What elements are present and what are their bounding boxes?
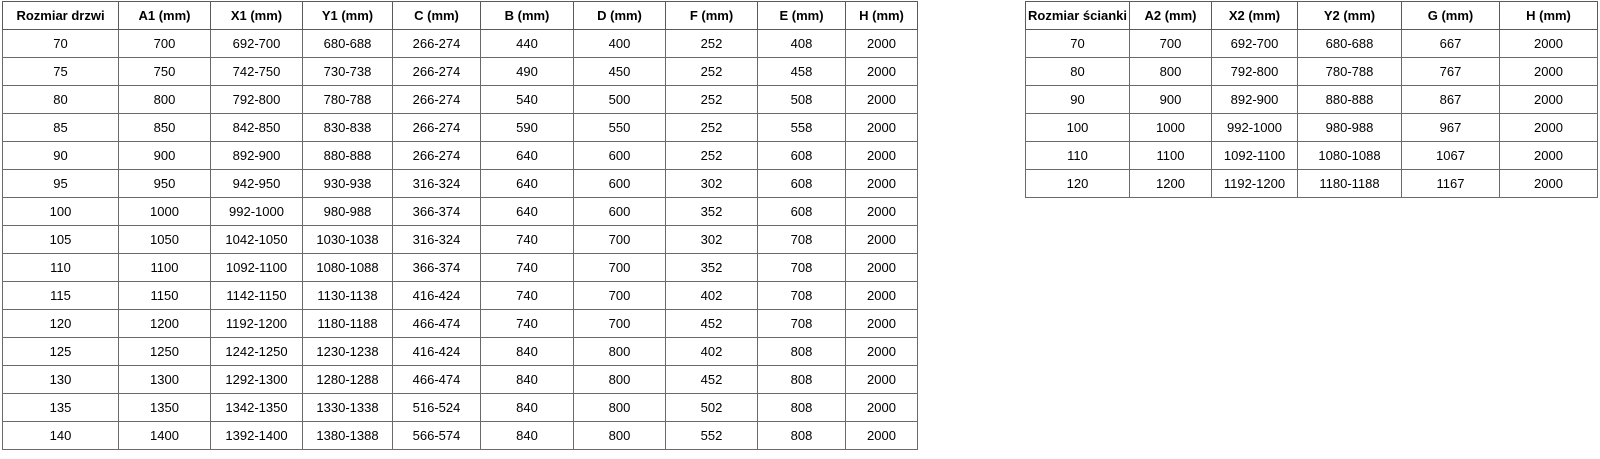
column-header: A1 (mm) bbox=[119, 2, 211, 30]
table-cell: 808 bbox=[758, 394, 846, 422]
table-cell: 1000 bbox=[119, 198, 211, 226]
table-cell: 640 bbox=[481, 170, 574, 198]
table-cell: 840 bbox=[481, 338, 574, 366]
table-cell: 266-274 bbox=[393, 58, 481, 86]
table-row bbox=[3, 58, 918, 86]
table-cell: 500 bbox=[574, 86, 666, 114]
table-cell: 808 bbox=[758, 366, 846, 394]
table-cell: 1180-1188 bbox=[303, 310, 393, 338]
table-cell: 700 bbox=[574, 254, 666, 282]
table-cell: 90 bbox=[3, 142, 119, 170]
table-cell: 120 bbox=[1026, 170, 1130, 198]
table-cell: 700 bbox=[574, 226, 666, 254]
table-cell: 800 bbox=[574, 366, 666, 394]
table-cell: 266-274 bbox=[393, 86, 481, 114]
table-cell: 640 bbox=[481, 142, 574, 170]
table-row bbox=[1026, 58, 1598, 86]
table-cell: 352 bbox=[666, 254, 758, 282]
table-cell: 708 bbox=[758, 310, 846, 338]
table-cell: 1392-1400 bbox=[211, 422, 303, 450]
table-cell: 2000 bbox=[846, 338, 918, 366]
wall-sizes-table bbox=[1025, 1, 1598, 198]
table-cell: 490 bbox=[481, 58, 574, 86]
table-cell: 880-888 bbox=[1298, 86, 1402, 114]
table-cell: 2000 bbox=[846, 114, 918, 142]
wall-sizes-section bbox=[1025, 1, 1598, 198]
table-cell: 950 bbox=[119, 170, 211, 198]
table-cell: 880-888 bbox=[303, 142, 393, 170]
table-cell: 135 bbox=[3, 394, 119, 422]
table-cell: 316-324 bbox=[393, 170, 481, 198]
table-cell: 1092-1100 bbox=[211, 254, 303, 282]
table-cell: 792-800 bbox=[1212, 58, 1298, 86]
table-cell: 90 bbox=[1026, 86, 1130, 114]
table-row bbox=[3, 114, 918, 142]
table-cell: 266-274 bbox=[393, 142, 481, 170]
table-cell: 558 bbox=[758, 114, 846, 142]
table-cell: 830-838 bbox=[303, 114, 393, 142]
column-header: Y1 (mm) bbox=[303, 2, 393, 30]
table-row bbox=[3, 254, 918, 282]
table-row bbox=[3, 366, 918, 394]
table-cell: 252 bbox=[666, 142, 758, 170]
table-cell: 452 bbox=[666, 366, 758, 394]
table-cell: 808 bbox=[758, 338, 846, 366]
table-cell: 840 bbox=[481, 394, 574, 422]
table-cell: 1242-1250 bbox=[211, 338, 303, 366]
table-cell: 466-474 bbox=[393, 366, 481, 394]
table-cell: 1400 bbox=[119, 422, 211, 450]
table-cell: 1300 bbox=[119, 366, 211, 394]
table-cell: 740 bbox=[481, 282, 574, 310]
column-header: Rozmiar drzwi bbox=[3, 2, 119, 30]
table-cell: 450 bbox=[574, 58, 666, 86]
column-header: C (mm) bbox=[393, 2, 481, 30]
table-cell: 1342-1350 bbox=[211, 394, 303, 422]
table-cell: 767 bbox=[1402, 58, 1500, 86]
table-cell: 680-688 bbox=[303, 30, 393, 58]
table-row bbox=[3, 170, 918, 198]
table-cell: 2000 bbox=[1500, 30, 1598, 58]
table-cell: 366-374 bbox=[393, 198, 481, 226]
table-cell: 840 bbox=[481, 366, 574, 394]
table-cell: 640 bbox=[481, 198, 574, 226]
table-cell: 2000 bbox=[1500, 58, 1598, 86]
table-cell: 1230-1238 bbox=[303, 338, 393, 366]
table-cell: 408 bbox=[758, 30, 846, 58]
column-header: Rozmiar ścianki bbox=[1026, 2, 1130, 30]
table-cell: 1092-1100 bbox=[1212, 142, 1298, 170]
table-cell: 120 bbox=[3, 310, 119, 338]
table-cell: 1067 bbox=[1402, 142, 1500, 170]
column-header: F (mm) bbox=[666, 2, 758, 30]
table-cell: 2000 bbox=[846, 254, 918, 282]
table-cell: 967 bbox=[1402, 114, 1500, 142]
wall-sizes-header-row bbox=[1026, 2, 1598, 30]
table-cell: 667 bbox=[1402, 30, 1500, 58]
table-cell: 80 bbox=[3, 86, 119, 114]
table-cell: 992-1000 bbox=[1212, 114, 1298, 142]
table-cell: 550 bbox=[574, 114, 666, 142]
table-cell: 808 bbox=[758, 422, 846, 450]
table-cell: 1192-1200 bbox=[1212, 170, 1298, 198]
table-cell: 2000 bbox=[846, 310, 918, 338]
table-cell: 1350 bbox=[119, 394, 211, 422]
column-header: B (mm) bbox=[481, 2, 574, 30]
table-cell: 1192-1200 bbox=[211, 310, 303, 338]
table-cell: 352 bbox=[666, 198, 758, 226]
table-cell: 792-800 bbox=[211, 86, 303, 114]
table-cell: 800 bbox=[574, 422, 666, 450]
table-cell: 566-574 bbox=[393, 422, 481, 450]
table-cell: 1200 bbox=[119, 310, 211, 338]
table-row bbox=[3, 142, 918, 170]
table-cell: 1130-1138 bbox=[303, 282, 393, 310]
table-cell: 75 bbox=[3, 58, 119, 86]
table-row bbox=[3, 394, 918, 422]
table-cell: 70 bbox=[1026, 30, 1130, 58]
table-cell: 800 bbox=[574, 394, 666, 422]
table-cell: 508 bbox=[758, 86, 846, 114]
table-cell: 600 bbox=[574, 198, 666, 226]
table-cell: 740 bbox=[481, 226, 574, 254]
table-cell: 440 bbox=[481, 30, 574, 58]
table-cell: 600 bbox=[574, 170, 666, 198]
table-cell: 252 bbox=[666, 114, 758, 142]
table-cell: 608 bbox=[758, 170, 846, 198]
table-cell: 115 bbox=[3, 282, 119, 310]
table-cell: 2000 bbox=[846, 226, 918, 254]
table-cell: 1167 bbox=[1402, 170, 1500, 198]
table-cell: 266-274 bbox=[393, 114, 481, 142]
table-cell: 980-988 bbox=[1298, 114, 1402, 142]
table-cell: 140 bbox=[3, 422, 119, 450]
table-cell: 1100 bbox=[1130, 142, 1212, 170]
table-cell: 252 bbox=[666, 86, 758, 114]
table-cell: 2000 bbox=[846, 394, 918, 422]
table-cell: 100 bbox=[1026, 114, 1130, 142]
table-cell: 1380-1388 bbox=[303, 422, 393, 450]
table-cell: 2000 bbox=[846, 86, 918, 114]
table-cell: 692-700 bbox=[211, 30, 303, 58]
table-cell: 458 bbox=[758, 58, 846, 86]
table-row bbox=[3, 310, 918, 338]
table-cell: 900 bbox=[1130, 86, 1212, 114]
table-cell: 80 bbox=[1026, 58, 1130, 86]
table-row bbox=[3, 198, 918, 226]
column-header: H (mm) bbox=[1500, 2, 1598, 30]
table-cell: 992-1000 bbox=[211, 198, 303, 226]
table-cell: 850 bbox=[119, 114, 211, 142]
table-cell: 466-474 bbox=[393, 310, 481, 338]
column-header: D (mm) bbox=[574, 2, 666, 30]
table-cell: 2000 bbox=[846, 366, 918, 394]
table-cell: 110 bbox=[1026, 142, 1130, 170]
table-row bbox=[3, 338, 918, 366]
table-cell: 2000 bbox=[1500, 142, 1598, 170]
table-cell: 2000 bbox=[846, 170, 918, 198]
door-sizes-section bbox=[2, 1, 918, 450]
table-cell: 2000 bbox=[846, 30, 918, 58]
table-cell: 502 bbox=[666, 394, 758, 422]
table-cell: 302 bbox=[666, 170, 758, 198]
table-cell: 1180-1188 bbox=[1298, 170, 1402, 198]
table-cell: 1000 bbox=[1130, 114, 1212, 142]
table-cell: 708 bbox=[758, 282, 846, 310]
table-cell: 700 bbox=[1130, 30, 1212, 58]
table-cell: 1042-1050 bbox=[211, 226, 303, 254]
table-cell: 608 bbox=[758, 198, 846, 226]
table-row bbox=[1026, 86, 1598, 114]
table-cell: 2000 bbox=[1500, 114, 1598, 142]
column-header: X1 (mm) bbox=[211, 2, 303, 30]
table-cell: 1200 bbox=[1130, 170, 1212, 198]
table-cell: 740 bbox=[481, 254, 574, 282]
door-sizes-header-row bbox=[3, 2, 918, 30]
table-cell: 900 bbox=[119, 142, 211, 170]
table-cell: 516-524 bbox=[393, 394, 481, 422]
table-cell: 2000 bbox=[846, 282, 918, 310]
table-cell: 892-900 bbox=[211, 142, 303, 170]
table-cell: 400 bbox=[574, 30, 666, 58]
table-cell: 750 bbox=[119, 58, 211, 86]
table-cell: 942-950 bbox=[211, 170, 303, 198]
table-cell: 2000 bbox=[846, 198, 918, 226]
table-cell: 452 bbox=[666, 310, 758, 338]
table-row bbox=[3, 422, 918, 450]
table-cell: 402 bbox=[666, 338, 758, 366]
table-cell: 867 bbox=[1402, 86, 1500, 114]
table-cell: 2000 bbox=[846, 58, 918, 86]
table-cell: 980-988 bbox=[303, 198, 393, 226]
table-cell: 800 bbox=[574, 338, 666, 366]
table-cell: 1250 bbox=[119, 338, 211, 366]
table-cell: 1080-1088 bbox=[1298, 142, 1402, 170]
table-cell: 800 bbox=[1130, 58, 1212, 86]
table-row bbox=[1026, 114, 1598, 142]
table-cell: 1292-1300 bbox=[211, 366, 303, 394]
table-cell: 2000 bbox=[1500, 170, 1598, 198]
table-cell: 100 bbox=[3, 198, 119, 226]
table-cell: 700 bbox=[119, 30, 211, 58]
table-cell: 540 bbox=[481, 86, 574, 114]
table-cell: 266-274 bbox=[393, 30, 481, 58]
table-cell: 708 bbox=[758, 226, 846, 254]
table-cell: 708 bbox=[758, 254, 846, 282]
table-cell: 742-750 bbox=[211, 58, 303, 86]
table-cell: 740 bbox=[481, 310, 574, 338]
table-cell: 1142-1150 bbox=[211, 282, 303, 310]
table-cell: 1280-1288 bbox=[303, 366, 393, 394]
table-cell: 1330-1338 bbox=[303, 394, 393, 422]
table-cell: 1030-1038 bbox=[303, 226, 393, 254]
table-cell: 608 bbox=[758, 142, 846, 170]
table-cell: 552 bbox=[666, 422, 758, 450]
table-cell: 800 bbox=[119, 86, 211, 114]
table-cell: 110 bbox=[3, 254, 119, 282]
door-sizes-table bbox=[2, 1, 918, 450]
table-cell: 842-850 bbox=[211, 114, 303, 142]
column-header: H (mm) bbox=[846, 2, 918, 30]
table-cell: 1080-1088 bbox=[303, 254, 393, 282]
table-cell: 416-424 bbox=[393, 338, 481, 366]
column-header: E (mm) bbox=[758, 2, 846, 30]
table-cell: 700 bbox=[574, 310, 666, 338]
table-cell: 590 bbox=[481, 114, 574, 142]
table-cell: 125 bbox=[3, 338, 119, 366]
table-cell: 302 bbox=[666, 226, 758, 254]
table-cell: 840 bbox=[481, 422, 574, 450]
column-header: Y2 (mm) bbox=[1298, 2, 1402, 30]
table-cell: 130 bbox=[3, 366, 119, 394]
table-cell: 892-900 bbox=[1212, 86, 1298, 114]
table-cell: 366-374 bbox=[393, 254, 481, 282]
table-cell: 692-700 bbox=[1212, 30, 1298, 58]
table-cell: 730-738 bbox=[303, 58, 393, 86]
table-cell: 85 bbox=[3, 114, 119, 142]
table-cell: 2000 bbox=[846, 142, 918, 170]
table-row bbox=[3, 282, 918, 310]
table-cell: 780-788 bbox=[303, 86, 393, 114]
column-header: G (mm) bbox=[1402, 2, 1500, 30]
table-cell: 1150 bbox=[119, 282, 211, 310]
table-row bbox=[1026, 30, 1598, 58]
table-cell: 930-938 bbox=[303, 170, 393, 198]
table-cell: 700 bbox=[574, 282, 666, 310]
table-cell: 402 bbox=[666, 282, 758, 310]
table-cell: 1100 bbox=[119, 254, 211, 282]
table-cell: 95 bbox=[3, 170, 119, 198]
table-cell: 600 bbox=[574, 142, 666, 170]
table-cell: 316-324 bbox=[393, 226, 481, 254]
table-cell: 780-788 bbox=[1298, 58, 1402, 86]
table-cell: 105 bbox=[3, 226, 119, 254]
column-header: A2 (mm) bbox=[1130, 2, 1212, 30]
table-cell: 70 bbox=[3, 30, 119, 58]
table-row bbox=[1026, 170, 1598, 198]
column-header: X2 (mm) bbox=[1212, 2, 1298, 30]
table-cell: 680-688 bbox=[1298, 30, 1402, 58]
table-cell: 252 bbox=[666, 58, 758, 86]
table-cell: 416-424 bbox=[393, 282, 481, 310]
table-row bbox=[1026, 142, 1598, 170]
table-cell: 2000 bbox=[846, 422, 918, 450]
table-cell: 252 bbox=[666, 30, 758, 58]
table-row bbox=[3, 30, 918, 58]
table-row bbox=[3, 226, 918, 254]
table-row bbox=[3, 86, 918, 114]
table-cell: 1050 bbox=[119, 226, 211, 254]
table-cell: 2000 bbox=[1500, 86, 1598, 114]
